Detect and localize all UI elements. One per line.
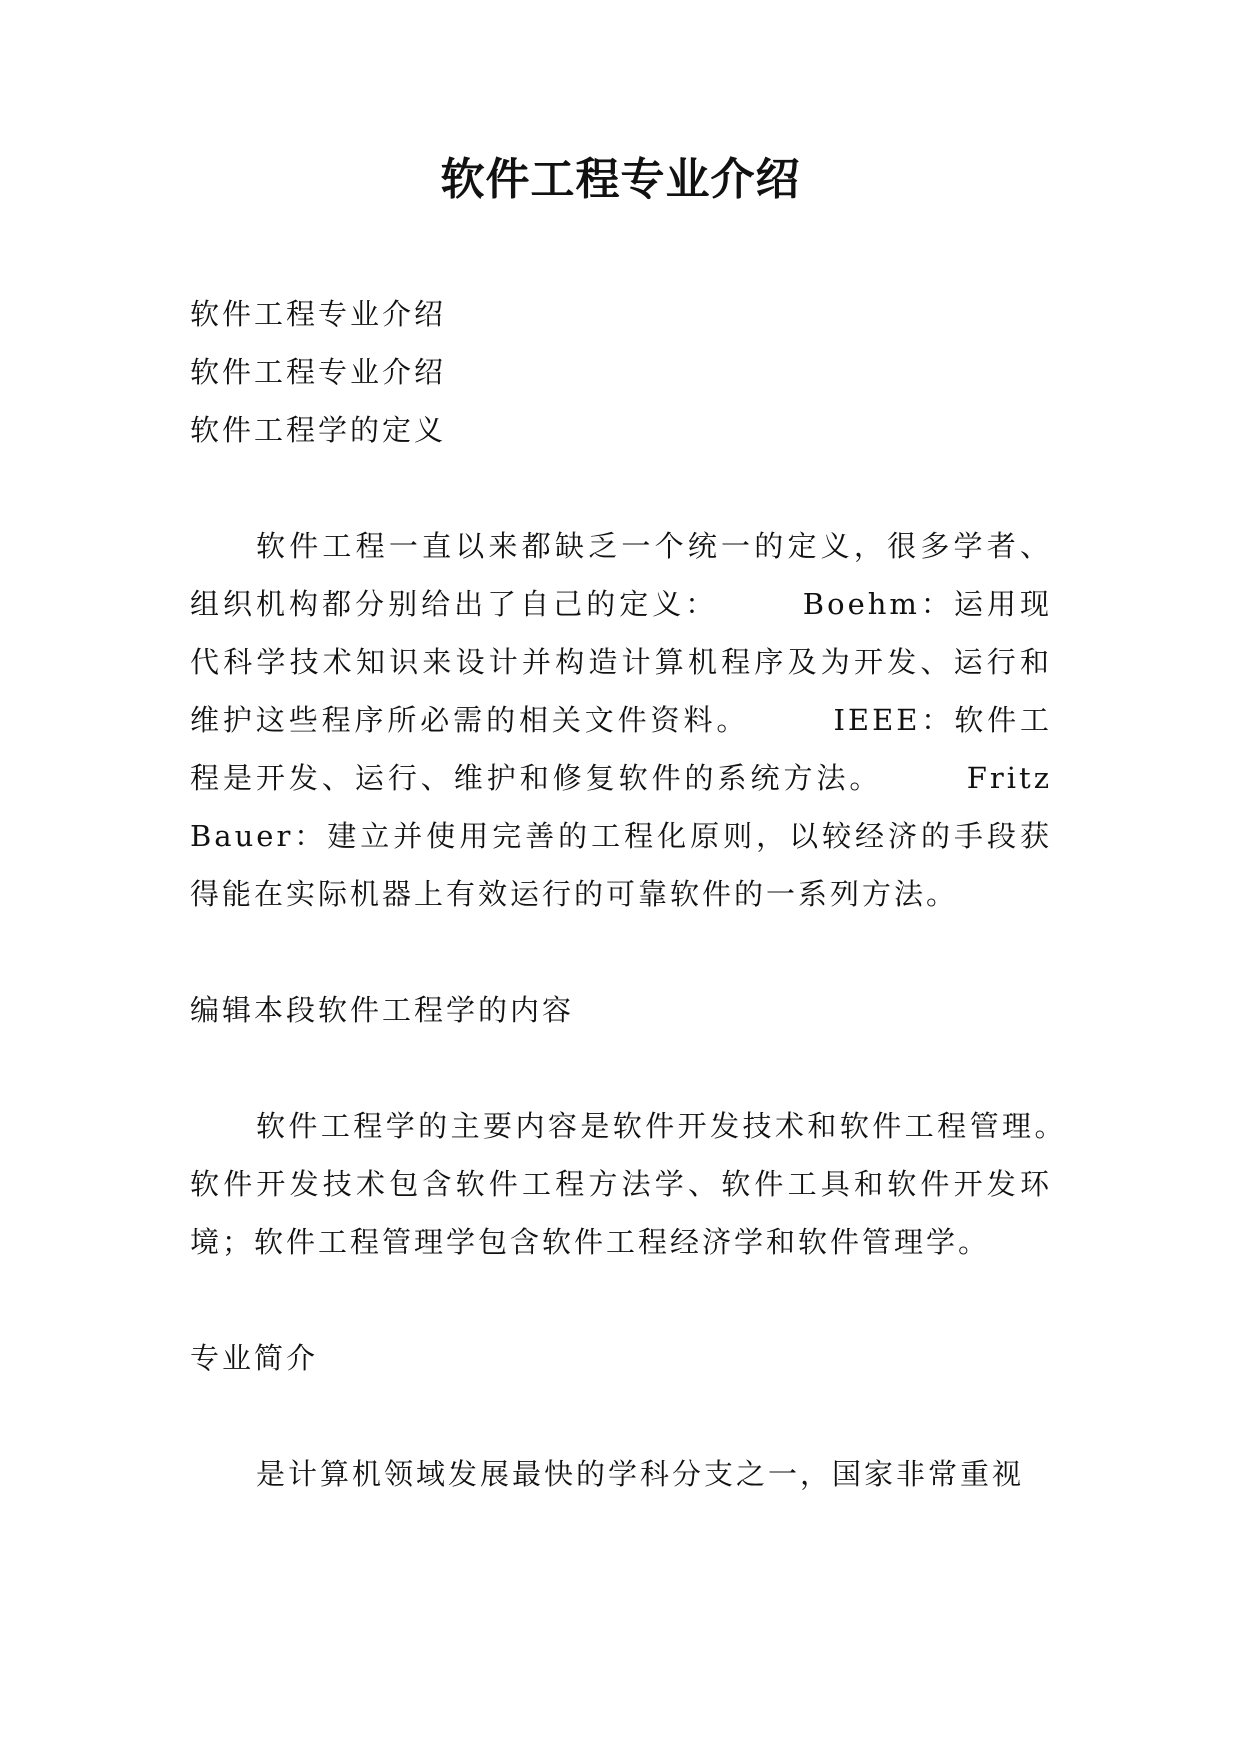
spacer — [190, 1271, 1052, 1329]
document-title: 软件工程专业介绍 — [440, 154, 801, 205]
paragraph-content: 软件工程学的主要内容是软件开发技术和软件工程管理。 软件开发技术包含软件工程方法学、软件工具和软件开发环境；软件工程管理学包含软件工程经济学和软件管理学。 — [190, 1109, 1149, 1259]
subtitle-line-1: 软件工程专业介绍 — [190, 297, 447, 331]
subtitle-line-2: 软件工程专业介绍 — [190, 355, 447, 389]
section-heading-intro: 专业简介 — [190, 1341, 319, 1375]
spacer — [190, 923, 1052, 981]
paragraph-definition: 软件工程一直以来都缺乏一个统一的定义，很多学者、组织机构都分别给出了自己的定义： Boehm：运用现代科学技术知识来设计并构造计算机程序及为开发、运行和维护这些程序所必需的相关文件资料。 IEEE：软件工程是开发、运行、维护和修复软件的系统方法。 Fritz Bauer：建立并使用完善的工程化原则，以较经济的手段获得能在实际机器上有效运行的可靠软件的一系列方法。 — [190, 529, 1052, 911]
paragraph-intro: 是计算机领域发展最快的学科分支之一，国家非常重视 — [256, 1457, 1025, 1491]
section-heading-content: 编辑本段软件工程学的内容 — [190, 993, 575, 1027]
spacer — [190, 1039, 1052, 1097]
section-heading-definition: 软件工程学的定义 — [190, 413, 447, 447]
spacer — [190, 1387, 1052, 1445]
document-body — [190, 285, 1149, 1503]
spacer — [190, 459, 1052, 517]
